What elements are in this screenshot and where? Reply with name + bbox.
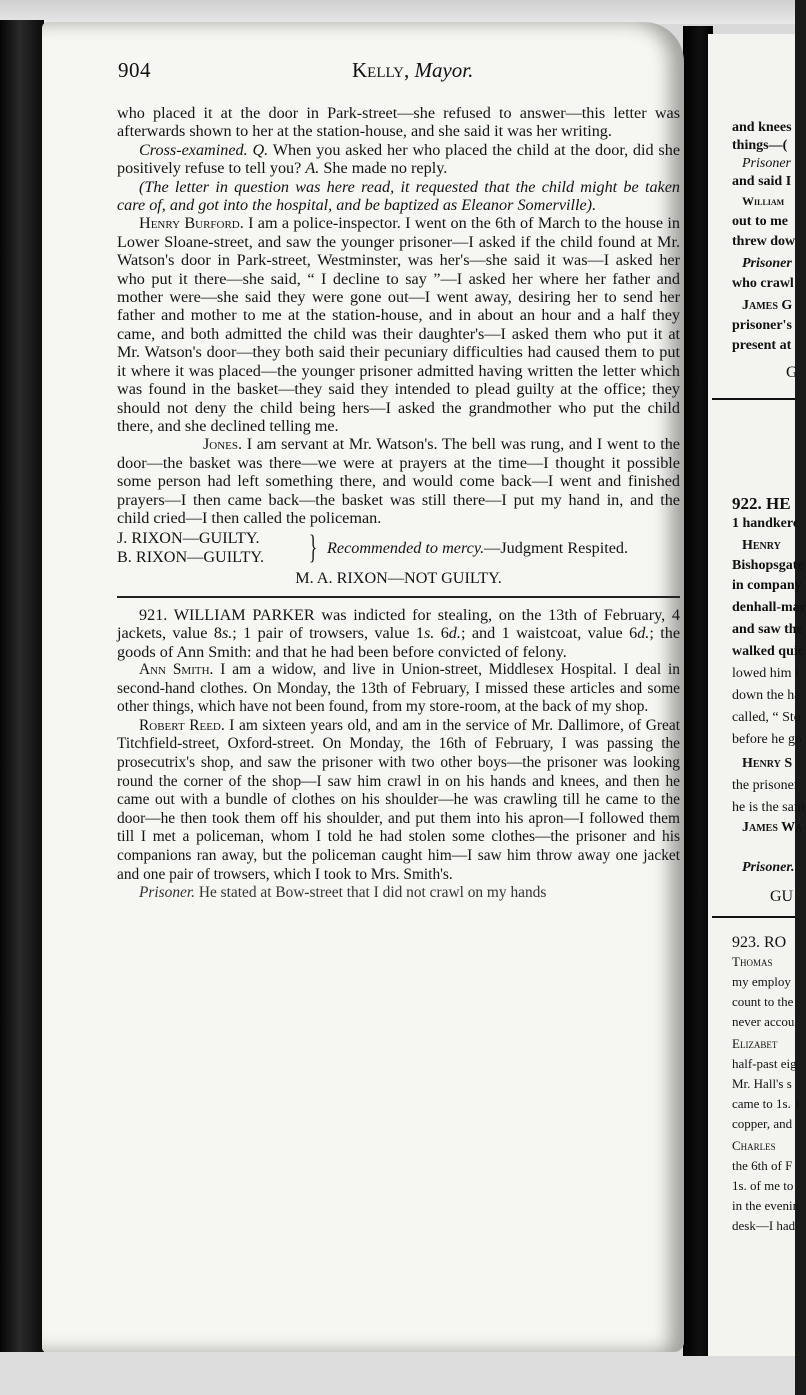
facing-line: out to me [732, 214, 788, 229]
facing-line: called, “ Sto [732, 710, 801, 725]
facing-line: threw dow [732, 234, 796, 249]
witness-name: Ann Smith. [139, 660, 214, 678]
facing-line: Elizabet [732, 1036, 778, 1051]
facing-rule [712, 398, 795, 400]
case-text: 6 [434, 624, 449, 643]
facing-line: he is the sam [732, 800, 805, 815]
verdict-j-rixon: J. RIXON—GUILTY. [117, 529, 260, 548]
facing-line: Henry [742, 538, 781, 553]
facing-line: and saw the [732, 622, 803, 637]
facing-line: G [786, 364, 798, 381]
facing-line: in company [732, 578, 802, 593]
facing-line: Mr. Hall's s [732, 1076, 792, 1091]
facing-line: things—( [732, 138, 788, 153]
running-title [352, 58, 473, 83]
facing-line: my employ [732, 974, 791, 989]
facing-line: count to the [732, 994, 794, 1009]
testimony-text: I am a widow, and live in Union-street, Middlesex Hospital. I deal in second-hand clothes. On Monday, the 13th of February, I missed these articles and some other things, which have not been found, from my store-room, at the back of my shop. [117, 660, 680, 716]
witness-name: Henry Burford. [139, 214, 244, 233]
answer-label: A. [305, 159, 320, 178]
top-edge [0, 0, 795, 24]
testimony-jones [117, 435, 680, 527]
case-text: ; and 1 waistcoat, value 6 [460, 624, 638, 643]
verdict-b-rixon: B. RIXON—GUILTY. [117, 548, 265, 567]
facing-page [708, 34, 806, 1356]
witness-name: Robert Reed. [139, 716, 225, 734]
facing-line: Henry S [742, 756, 793, 771]
judgment: —Judgment Respited. [484, 539, 629, 558]
facing-line: 922. HE [732, 494, 791, 513]
question-label: Q. [252, 140, 269, 159]
testimony-robert-reed [117, 717, 680, 884]
recommendation: Recommended to mercy. [327, 539, 485, 558]
facing-line: William [742, 194, 785, 208]
verdict-block [117, 529, 680, 569]
currency-unit: s. [423, 624, 435, 643]
facing-line: who crawl [732, 276, 794, 291]
verdict-m-a-rixon: M. A. RIXON—NOT GUILTY. [295, 569, 502, 588]
facing-line: never accou [732, 1014, 795, 1029]
facing-line: Thomas [732, 954, 773, 969]
facing-line: 923. RO [732, 934, 787, 951]
witness-name: Jones. [203, 435, 243, 454]
currency-unit: d. [448, 624, 461, 643]
facing-line: in the evenin [732, 1198, 800, 1213]
facing-line: denhall-mar [732, 600, 806, 615]
facing-line: Prisoner [742, 156, 791, 171]
facing-line: 1s. of me to [732, 1178, 794, 1193]
case-text: ; the goods of Ann Smith: and that he had been before convicted of felony. [117, 624, 681, 661]
section-rule [117, 596, 680, 598]
answer-text: She made no reply. [319, 159, 448, 178]
facing-line: the 6th of F [732, 1158, 793, 1173]
facing-line: Charles [732, 1138, 776, 1153]
facing-line: and said I [732, 174, 792, 189]
testimony-text: I am a police-inspector. I went on the 6th of March to the house in Lower Sloane-street, and saw the younger prisoner—I asked if the child found at Mr. Watson's door in Park-street, Westminster, was her's—she said it was—I asked her who put it there—she said, “ I decline to say ”—I asked her where her father and mother were—she said they were gone out—I went away, desiring her to send her father and mother to me at the station-house, and in about an hour and a half they came, and both admitted the child was their daughter's—I asked them who put it at Mr. Watson's door—they both said their pecuniary difficulties had caused them to put it where it was placed—the younger prisoner admitted having written the letter which was found in the basket—they said they intended to plead guilty at the office; they should not deny the child being hers—I asked the grandmother who put the child there, and she declined telling me. [117, 214, 680, 435]
facing-line: James Wa [742, 820, 803, 835]
facing-line: present at [732, 338, 792, 353]
letter-note: (The letter in question was here read, it requested that the child might be taken care of, and got into the hospital, and be baptized as Eleanor Somerville). [117, 177, 680, 215]
bottom-edge [0, 1352, 795, 1395]
facing-line: before he go [732, 732, 802, 747]
brace-glyph: } [309, 529, 318, 567]
mayor-name: Kelly, [352, 58, 410, 82]
facing-line: copper, and [732, 1116, 793, 1131]
mayor-role: Mayor. [414, 58, 474, 82]
facing-line: James G [742, 298, 793, 313]
testimony-text: I am servant at Mr. Watson's. The bell was rung, and I went to the door—the basket was there—we were at prayers at the time—I thought it possible some person had left something there, and would come back—I went and finished prayers—I then came back—the basket was still there—I put my hand in, and the child cried—I then called the policeman. [117, 435, 680, 527]
body-text [117, 104, 680, 903]
paragraph: who placed it at the door in Park-street—she refused to answer—this letter was afterwards shown to her at the station-house, and she said it was her writing. [117, 104, 680, 141]
case-921-heading [117, 606, 680, 661]
testimony-text: I am sixteen years old, and am in the service of Mr. Dallimore, of Great Titchfield-street, Oxford-street. On Monday, the 16th of February, I was passing the prosecutrix's shop, and saw the prisoner with two other boys—the prisoner was looking round the corner of the shop—I saw him crawl in on his hands and knees, and then he came out with a bundle of clothes on his shoulder—he was crawling till he came to the door—he then took them off his shoulder, and put them into his apron—I followed them till I met a policeman, whom I told he had stolen some clothes—the prisoner and his companions ran away, but the policeman caught him—I saw him throw away one jacket and one pair of trowsers, which I took to Mrs. Smith's. [117, 716, 680, 883]
facing-line: Prisoner. [742, 860, 795, 875]
page-number: 904 [118, 58, 151, 82]
facing-line: the prisoner [732, 778, 799, 793]
question-text: When you asked her who placed the child at the door, did she positively refuse to tell you? [117, 140, 680, 178]
facing-line: Prisoner [742, 256, 792, 271]
facing-line: Bishopsgate [732, 558, 804, 573]
book-binding-left [0, 20, 44, 1360]
case-text: ; 1 pair of trowsers, value 1 [232, 624, 424, 643]
cross-examined-label: Cross-examined. [139, 140, 248, 159]
facing-line: desk—I had [732, 1218, 796, 1233]
running-head [42, 58, 642, 90]
paragraph-cross-examination [117, 141, 680, 178]
facing-line: prisoner's [732, 318, 792, 333]
testimony-ann-smith [117, 661, 680, 717]
currency-unit: d. [637, 624, 650, 643]
facing-line: down the ha [732, 688, 801, 703]
prisoner-statement [117, 884, 680, 903]
prisoner-label: Prisoner. [139, 884, 196, 902]
testimony-burford [117, 214, 680, 435]
statement-text: He stated at Bow-street that I did not crawl on my hands [195, 884, 547, 902]
facing-rule [712, 916, 795, 918]
facing-line: half-past eig [732, 1056, 797, 1071]
facing-line: lowed him i [732, 666, 799, 681]
facing-line: and knees [732, 120, 792, 135]
facing-line: walked quic [732, 644, 804, 659]
currency-unit: s. [221, 624, 233, 643]
facing-line: came to 1s. 1 [732, 1096, 801, 1111]
book-page [42, 22, 684, 1352]
case-text: 921. WILLIAM PARKER was indicted for stealing, on the 13th of February, 4 jackets, value 8 [117, 605, 680, 643]
facing-line: 1 handkerc [732, 516, 800, 531]
facing-line: GU [770, 888, 794, 905]
sentence-note [327, 539, 628, 557]
